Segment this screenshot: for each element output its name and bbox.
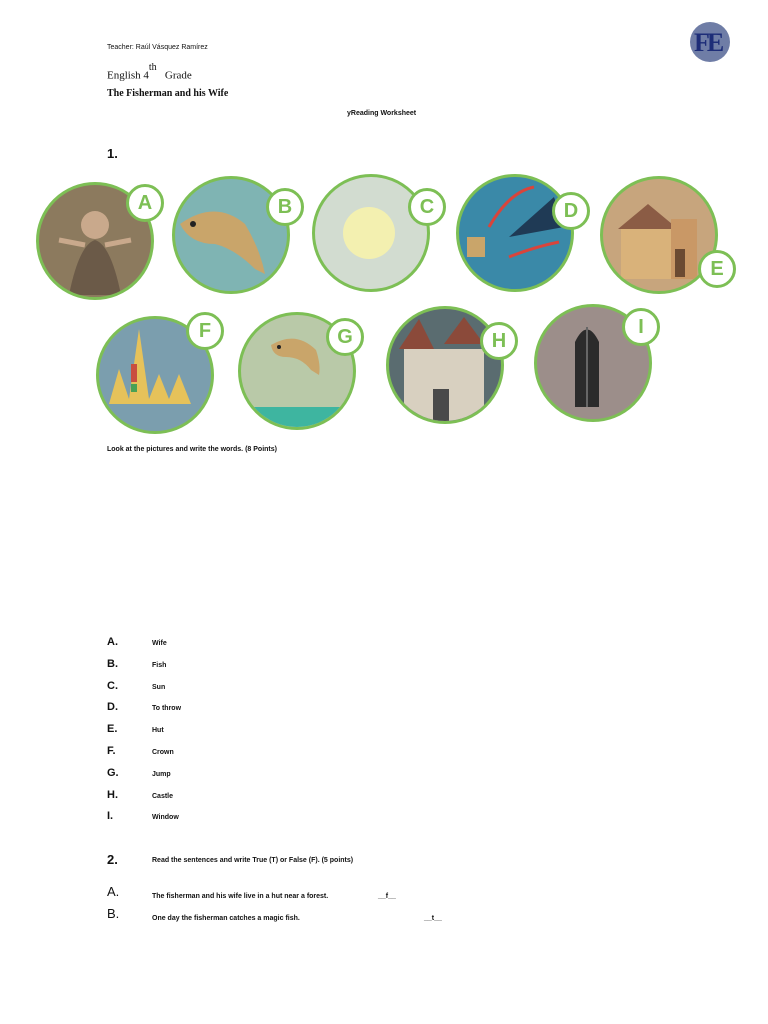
castle-illustration — [389, 309, 501, 421]
answer-letter: E. — [107, 723, 118, 735]
answer-word: Hut — [152, 727, 164, 734]
statement-letter: B. — [107, 906, 120, 921]
course-title — [107, 62, 192, 82]
answer-letter: F. — [107, 745, 116, 757]
teacher-name: Teacher: Raúl Vásquez Ramírez — [107, 44, 208, 51]
answer-letter: D. — [107, 701, 118, 713]
statement-text: The fisherman and his wife live in a hut near a forest. — [152, 893, 329, 900]
logo-lettering: FE — [694, 28, 722, 57]
answer-word: Jump — [152, 771, 171, 778]
answer-letter: H. — [107, 789, 118, 801]
answer-word: Window — [152, 814, 179, 821]
throw-illustration — [459, 177, 571, 289]
statement-letter: A. — [107, 884, 120, 899]
statement-text: One day the fisherman catches a magic fish. — [152, 915, 300, 922]
answer-word: Sun — [152, 684, 166, 691]
answer-letter: I. — [107, 810, 114, 822]
section-2-number: 2. — [107, 852, 118, 867]
answer-letter: A. — [107, 636, 118, 648]
sun-illustration — [315, 177, 427, 289]
answer-letter: B. — [107, 658, 118, 670]
answer-word: Castle — [152, 793, 174, 800]
answer-word: To throw — [152, 705, 182, 712]
picture-label-g: G — [326, 318, 364, 356]
answer-word: Wife — [152, 640, 167, 647]
story-title: The Fisherman and his Wife — [107, 88, 229, 99]
picture-throw — [456, 174, 574, 292]
picture-label-i: I — [622, 308, 660, 346]
statement-answer: __t__ — [424, 915, 442, 922]
answer-word: Fish — [152, 662, 167, 669]
picture-label-a: A — [126, 184, 164, 222]
section-1-instruction: Look at the pictures and write the words. (8 Points) — [107, 446, 277, 453]
course-sup: th — [148, 62, 157, 73]
grade-label: Grade — [164, 69, 192, 82]
picture-label-h: H — [480, 322, 518, 360]
picture-label-c: C — [408, 188, 446, 226]
picture-castle — [386, 306, 504, 424]
picture-label-d: D — [552, 192, 590, 230]
section-2-instruction: Read the sentences and write True (T) or False (F). (5 points) — [152, 857, 354, 864]
section-1-number: 1. — [107, 146, 118, 161]
answer-letter: G. — [107, 767, 119, 779]
answer-letter: C. — [107, 680, 118, 692]
statement-answer: __f__ — [378, 893, 396, 900]
worksheet-title: yReading Worksheet — [347, 110, 417, 117]
picture-sun — [312, 174, 430, 292]
answer-word: Crown — [152, 749, 174, 756]
picture-label-b: B — [266, 188, 304, 226]
school-logo — [690, 22, 730, 62]
picture-label-f: F — [186, 312, 224, 350]
course-name: English 4 — [107, 69, 149, 82]
picture-label-e: E — [698, 250, 736, 288]
